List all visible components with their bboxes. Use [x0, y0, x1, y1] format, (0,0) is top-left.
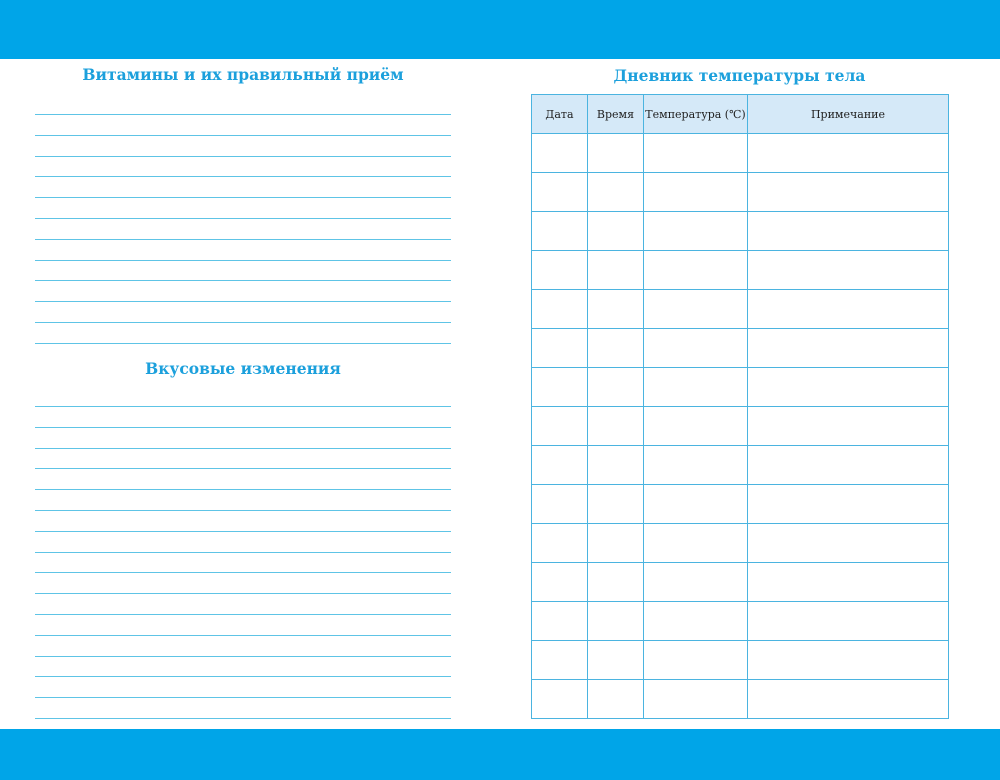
writing-line: [35, 697, 451, 698]
table-cell: [644, 563, 748, 602]
table-cell: [532, 134, 588, 173]
table-cell: [588, 524, 644, 563]
column-header-time: Время: [588, 95, 644, 134]
table-cell: [588, 563, 644, 602]
table-cell: [748, 134, 949, 173]
table-cell: [748, 368, 949, 407]
writing-line: [35, 322, 451, 323]
table-cell: [532, 290, 588, 329]
table-cell: [644, 680, 748, 719]
bottom-banner: [0, 729, 1000, 780]
table-cell: [588, 485, 644, 524]
column-header-notes: Примечание: [748, 95, 949, 134]
table-cell: [748, 329, 949, 368]
writing-line: [35, 531, 451, 532]
writing-line: [35, 656, 451, 657]
temperature-diary-title: Дневник температуры тела: [613, 66, 866, 85]
column-header-date: Дата: [532, 95, 588, 134]
table-cell: [644, 290, 748, 329]
table-row: [532, 680, 949, 719]
table-cell: [532, 602, 588, 641]
table-row: [532, 173, 949, 212]
table-cell: [532, 251, 588, 290]
table-row: [532, 251, 949, 290]
temperature-diary-table: [531, 94, 949, 719]
writing-line: [35, 239, 451, 240]
writing-line: [35, 572, 451, 573]
table-cell: [748, 173, 949, 212]
writing-line: [35, 260, 451, 261]
table-cell: [748, 212, 949, 251]
table-cell: [588, 134, 644, 173]
table-cell: [644, 368, 748, 407]
table-cell: [748, 641, 949, 680]
table-cell: [532, 485, 588, 524]
writing-line: [35, 489, 451, 490]
table-cell: [644, 641, 748, 680]
table-row: [532, 134, 949, 173]
writing-line: [35, 301, 451, 302]
vitamins-ruled-lines: [35, 114, 451, 344]
table-cell: [644, 212, 748, 251]
table-cell: [588, 290, 644, 329]
table-cell: [644, 329, 748, 368]
table-cell: [644, 173, 748, 212]
table-cell: [532, 524, 588, 563]
taste-changes-ruled-lines: [35, 406, 451, 719]
writing-line: [35, 593, 451, 594]
table-cell: [532, 407, 588, 446]
table-cell: [748, 602, 949, 641]
writing-line: [35, 510, 451, 511]
writing-line: [35, 676, 451, 677]
table-cell: [588, 602, 644, 641]
table-cell: [588, 212, 644, 251]
table-cell: [532, 212, 588, 251]
table-cell: [644, 251, 748, 290]
table-cell: [588, 641, 644, 680]
table-row: [532, 563, 949, 602]
table-cell: [644, 134, 748, 173]
writing-line: [35, 406, 451, 407]
table-row: [532, 485, 949, 524]
table-cell: [748, 290, 949, 329]
table-row: [532, 524, 949, 563]
table-cell: [532, 641, 588, 680]
table-cell: [588, 173, 644, 212]
table-cell: [748, 251, 949, 290]
table-body: [532, 134, 949, 719]
table-cell: [532, 680, 588, 719]
writing-line: [35, 135, 451, 136]
writing-line: [35, 218, 451, 219]
table-cell: [644, 446, 748, 485]
writing-line: [35, 156, 451, 157]
column-header-temperature: Температура (℃): [644, 95, 748, 134]
table-cell: [588, 446, 644, 485]
table-cell: [532, 446, 588, 485]
writing-line: [35, 176, 451, 177]
writing-line: [35, 614, 451, 615]
table-cell: [748, 524, 949, 563]
writing-line: [35, 114, 451, 115]
table-cell: [588, 407, 644, 446]
table-cell: [532, 368, 588, 407]
writing-line: [35, 448, 451, 449]
table-cell: [748, 563, 949, 602]
table-cell: [588, 368, 644, 407]
table-row: [532, 290, 949, 329]
table-row: [532, 368, 949, 407]
table-cell: [588, 329, 644, 368]
table-cell: [748, 680, 949, 719]
writing-line: [35, 468, 451, 469]
table-row: [532, 329, 949, 368]
table-cell: [644, 485, 748, 524]
table-row: [532, 212, 949, 251]
writing-line: [35, 280, 451, 281]
vitamins-title: Витамины и их правильный приём: [82, 65, 404, 84]
writing-line: [35, 343, 451, 344]
writing-line: [35, 552, 451, 553]
table-row: [532, 446, 949, 485]
table-cell: [644, 602, 748, 641]
table-cell: [532, 563, 588, 602]
table-cell: [644, 407, 748, 446]
top-banner: [0, 0, 1000, 59]
table-cell: [748, 446, 949, 485]
table-cell: [748, 485, 949, 524]
table-cell: [748, 407, 949, 446]
table-header-row: [532, 95, 949, 134]
writing-line: [35, 427, 451, 428]
table-cell: [588, 251, 644, 290]
table-row: [532, 407, 949, 446]
table-row: [532, 641, 949, 680]
writing-line: [35, 197, 451, 198]
table-cell: [532, 329, 588, 368]
table-cell: [588, 680, 644, 719]
taste-changes-title: Вкусовые изменения: [145, 359, 341, 378]
table-row: [532, 602, 949, 641]
table-cell: [644, 524, 748, 563]
table-cell: [532, 173, 588, 212]
writing-line: [35, 635, 451, 636]
writing-line: [35, 718, 451, 719]
